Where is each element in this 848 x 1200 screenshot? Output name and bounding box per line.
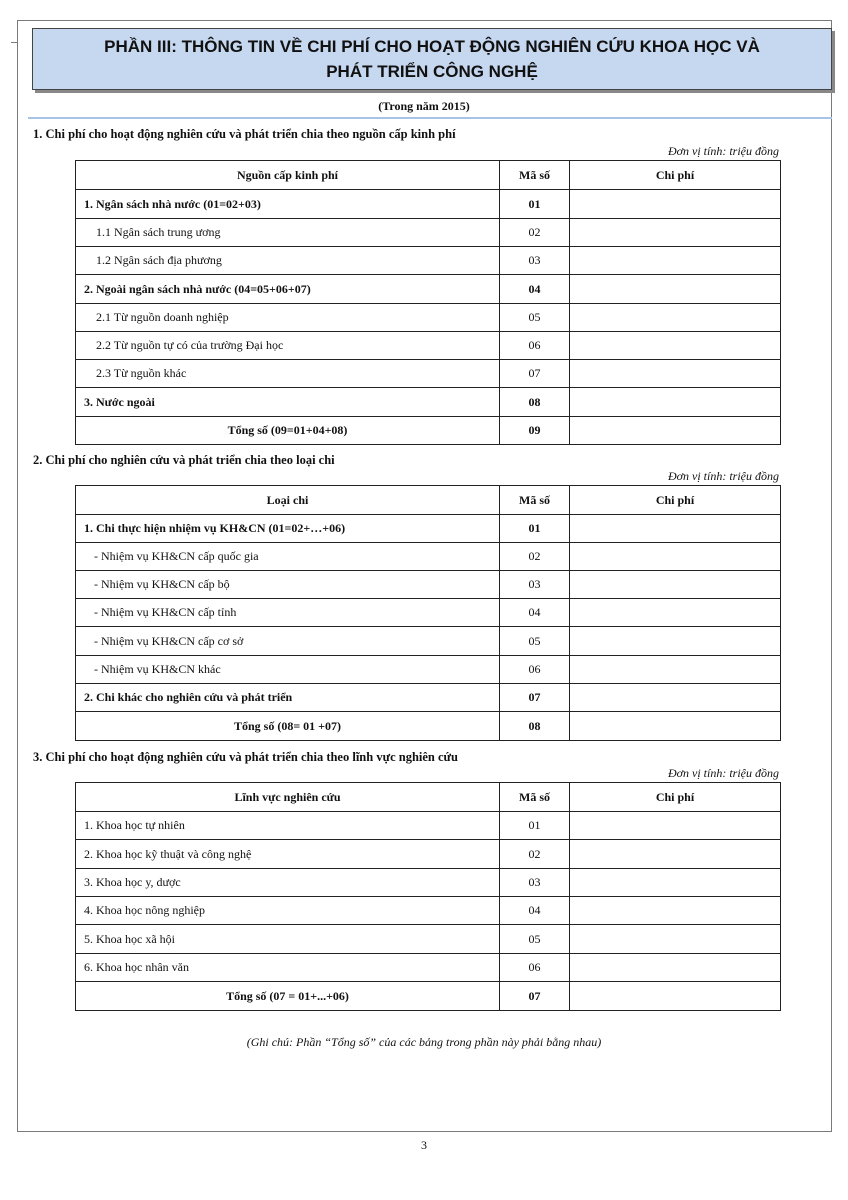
- total-label: Tổng số (08= 01 +07): [76, 712, 500, 741]
- header-code: Mã số: [500, 161, 570, 190]
- row-label: 5. Khoa học xã hội: [76, 925, 500, 954]
- header-field: Lĩnh vực nghiên cứu: [76, 783, 500, 812]
- header-cost: Chi phí: [570, 161, 781, 190]
- table-row: [76, 869, 781, 897]
- row-code: 01: [500, 190, 570, 219]
- header-code: Mã số: [500, 486, 570, 515]
- table-row: [76, 925, 781, 954]
- cost-input-cell[interactable]: [570, 275, 781, 304]
- total-input-cell[interactable]: [570, 712, 781, 741]
- row-label: 3. Nước ngoài: [76, 388, 500, 417]
- table-row: [76, 571, 781, 599]
- total-input-cell[interactable]: [570, 417, 781, 445]
- table-header-row: [76, 161, 781, 190]
- row-code: 04: [500, 897, 570, 925]
- row-label: - Nhiệm vụ KH&CN cấp bộ: [76, 571, 500, 599]
- row-code: 02: [500, 219, 570, 247]
- total-row: [76, 417, 781, 445]
- table-row: [76, 360, 781, 388]
- row-label: 6. Khoa học nhân văn: [76, 954, 500, 982]
- row-label: - Nhiệm vụ KH&CN cấp quốc gia: [76, 543, 500, 571]
- table-header-row: [76, 486, 781, 515]
- cost-input-cell[interactable]: [570, 954, 781, 982]
- cost-input-cell[interactable]: [570, 869, 781, 897]
- header-source: Nguồn cấp kinh phí: [76, 161, 500, 190]
- total-code: 09: [500, 417, 570, 445]
- row-label: - Nhiệm vụ KH&CN cấp tỉnh: [76, 599, 500, 627]
- row-code: 08: [500, 388, 570, 417]
- row-label: 1. Khoa học tự nhiên: [76, 812, 500, 840]
- cost-input-cell[interactable]: [570, 897, 781, 925]
- cost-input-cell[interactable]: [570, 304, 781, 332]
- table-row: [76, 812, 781, 840]
- table-row: [76, 543, 781, 571]
- row-label: 1.1 Ngân sách trung ương: [76, 219, 500, 247]
- cost-input-cell[interactable]: [570, 515, 781, 543]
- section-banner: [32, 28, 832, 90]
- section-2-unit: Đơn vị tính: triệu đồng: [667, 469, 779, 483]
- header-cost: Chi phí: [570, 783, 781, 812]
- row-code: 06: [500, 656, 570, 684]
- research-field-table: [75, 782, 781, 1011]
- row-label: - Nhiệm vụ KH&CN cấp cơ sở: [76, 627, 500, 656]
- table-row: [76, 190, 781, 219]
- total-label: Tổng số (09=01+04+08): [76, 417, 500, 445]
- table-row: [76, 656, 781, 684]
- row-label: 4. Khoa học nông nghiệp: [76, 897, 500, 925]
- row-code: 07: [500, 360, 570, 388]
- cost-input-cell[interactable]: [570, 571, 781, 599]
- row-label: 3. Khoa học y, dược: [76, 869, 500, 897]
- table-row: [76, 684, 781, 712]
- cost-input-cell[interactable]: [570, 812, 781, 840]
- total-row: [76, 982, 781, 1011]
- row-label: 2. Chi khác cho nghiên cứu và phát triển: [76, 684, 500, 712]
- row-label: 2.1 Từ nguồn doanh nghiệp: [76, 304, 500, 332]
- row-label: 2.2 Từ nguồn tự có của trường Đại học: [76, 332, 500, 360]
- row-label: - Nhiệm vụ KH&CN khác: [76, 656, 500, 684]
- row-code: 05: [500, 304, 570, 332]
- header-type: Loại chi: [76, 486, 500, 515]
- table-row: [76, 840, 781, 869]
- table-row: [76, 247, 781, 275]
- table-row: [76, 599, 781, 627]
- row-code: 03: [500, 869, 570, 897]
- total-code: 08: [500, 712, 570, 741]
- banner-title-line-1: PHẦN III: THÔNG TIN VỀ CHI PHÍ CHO HOẠT ĐỘNG NGHIÊN CỨU KHOA HỌC VÀ: [104, 37, 760, 56]
- row-code: 06: [500, 332, 570, 360]
- row-label: 2. Khoa học kỹ thuật và công nghệ: [76, 840, 500, 869]
- frame-corner-mark: [11, 42, 18, 43]
- header-code: Mã số: [500, 783, 570, 812]
- table-header-row: [76, 783, 781, 812]
- section-1-title: 1. Chi phí cho hoạt động nghiên cứu và phát triển chia theo nguồn cấp kinh phí: [33, 127, 456, 141]
- row-code: 03: [500, 247, 570, 275]
- cost-input-cell[interactable]: [570, 656, 781, 684]
- table-row: [76, 219, 781, 247]
- table-row: [76, 954, 781, 982]
- total-row: [76, 712, 781, 741]
- row-label: 1. Ngân sách nhà nước (01=02+03): [76, 190, 500, 219]
- row-label: 2. Ngoài ngân sách nhà nước (04=05+06+07): [76, 275, 500, 304]
- report-year: (Trong năm 2015): [378, 99, 470, 113]
- row-code: 05: [500, 925, 570, 954]
- section-3-title: 3. Chi phí cho hoạt động nghiên cứu và phát triển chia theo lĩnh vực nghiên cứu: [33, 750, 459, 764]
- header-cost: Chi phí: [570, 486, 781, 515]
- total-code: 07: [500, 982, 570, 1011]
- cost-input-cell[interactable]: [570, 360, 781, 388]
- cost-input-cell[interactable]: [570, 332, 781, 360]
- funding-source-table: [75, 160, 781, 445]
- cost-input-cell[interactable]: [570, 627, 781, 656]
- row-code: 05: [500, 627, 570, 656]
- row-code: 02: [500, 840, 570, 869]
- table-row: [76, 515, 781, 543]
- cost-input-cell[interactable]: [570, 925, 781, 954]
- table-row: [76, 388, 781, 417]
- row-code: 06: [500, 954, 570, 982]
- cost-input-cell[interactable]: [570, 388, 781, 417]
- row-code: 03: [500, 571, 570, 599]
- table-row: [76, 627, 781, 656]
- table-row: [76, 304, 781, 332]
- expense-type-table: [75, 485, 781, 741]
- row-label: 2.3 Từ nguồn khác: [76, 360, 500, 388]
- cost-input-cell[interactable]: [570, 599, 781, 627]
- total-label: Tổng số (07 = 01+...+06): [76, 982, 500, 1011]
- page-number: 3: [421, 1138, 427, 1152]
- row-label: 1.2 Ngân sách địa phương: [76, 247, 500, 275]
- row-code: 04: [500, 275, 570, 304]
- row-code: 07: [500, 684, 570, 712]
- row-code: 01: [500, 515, 570, 543]
- row-code: 02: [500, 543, 570, 571]
- row-code: 04: [500, 599, 570, 627]
- footnote: (Ghi chú: Phần “Tổng số” của các bảng trong phần này phải bằng nhau): [246, 1035, 602, 1049]
- cost-input-cell[interactable]: [570, 543, 781, 571]
- cost-input-cell[interactable]: [570, 840, 781, 869]
- cost-input-cell[interactable]: [570, 247, 781, 275]
- cost-input-cell[interactable]: [570, 190, 781, 219]
- section-3-unit: Đơn vị tính: triệu đồng: [667, 766, 779, 780]
- row-label: 1. Chi thực hiện nhiệm vụ KH&CN (01=02+…+06): [76, 515, 500, 543]
- banner-title-line-2: PHÁT TRIỂN CÔNG NGHỆ: [326, 62, 538, 81]
- row-code: 01: [500, 812, 570, 840]
- table-row: [76, 332, 781, 360]
- section-1-unit: Đơn vị tính: triệu đồng: [667, 144, 779, 158]
- section-2-title: 2. Chi phí cho nghiên cứu và phát triển chia theo loại chi: [33, 453, 335, 467]
- cost-input-cell[interactable]: [570, 684, 781, 712]
- divider: [28, 117, 832, 119]
- table-row: [76, 275, 781, 304]
- table-row: [76, 897, 781, 925]
- cost-input-cell[interactable]: [570, 219, 781, 247]
- total-input-cell[interactable]: [570, 982, 781, 1011]
